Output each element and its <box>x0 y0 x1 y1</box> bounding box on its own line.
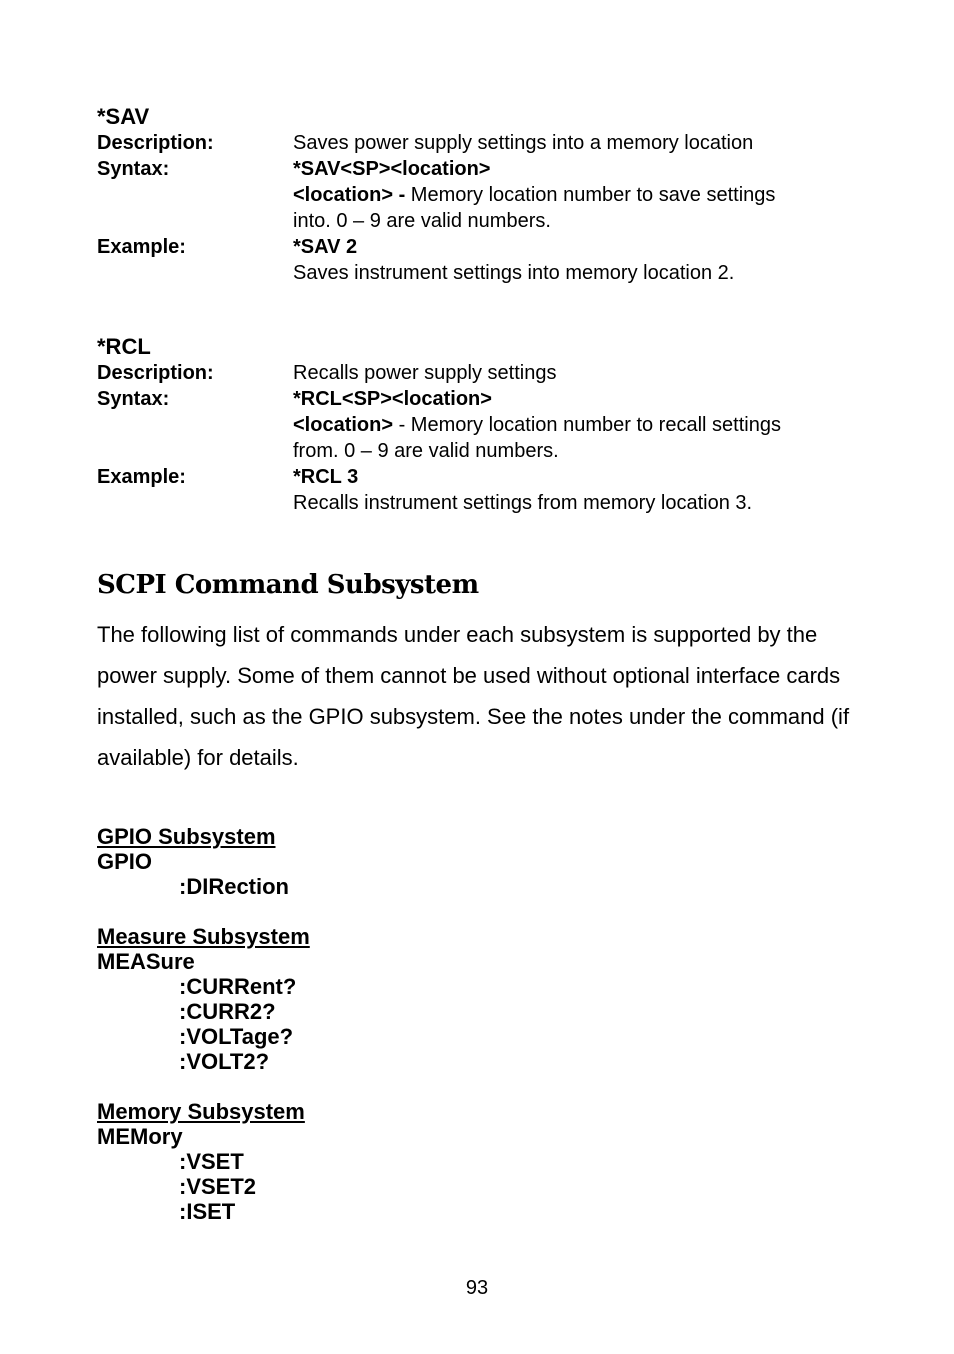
command-title: *RCL <box>97 334 151 359</box>
example-row <box>97 234 867 260</box>
syntax-row <box>97 386 867 412</box>
description-row <box>97 360 867 386</box>
subsystem-subcommand: :VSET2 <box>179 1174 257 1199</box>
command-sav <box>97 104 867 286</box>
description-label: Description: <box>97 132 214 154</box>
syntax-label: Syntax: <box>97 388 170 410</box>
example-row <box>97 464 867 490</box>
subsystem-title: Memory Subsystem <box>97 1099 305 1124</box>
parameter-row-cont <box>97 438 867 464</box>
subsystem-subcommand: :CURR2? <box>179 999 276 1024</box>
subsystem-subcommand: :VOLT2? <box>179 1049 270 1074</box>
command-rcl <box>97 334 867 516</box>
description-text: Saves power supply settings into a memory location <box>293 132 754 154</box>
parameter-row <box>97 182 867 208</box>
example-desc: Saves instrument settings into memory location 2. <box>293 262 735 284</box>
example-desc-row <box>97 490 867 516</box>
parameter-desc: Memory location number to save settings <box>405 184 776 206</box>
example-desc-row <box>97 260 867 286</box>
example-label: Example: <box>97 466 186 488</box>
section-heading: SCPI Command Subsystem <box>97 570 479 600</box>
parameter-name: <location> <box>293 414 394 436</box>
example-label: Example: <box>97 236 186 258</box>
syntax-row <box>97 156 867 182</box>
parameter-text <box>293 182 867 208</box>
subsystem-block <box>97 1099 867 1224</box>
parameter-desc: - Memory location number to recall settings <box>393 414 781 436</box>
description-label: Description: <box>97 362 214 384</box>
section-intro: The following list of commands under each subsystem is supported by the power supply. Some of them cannot be used without optional interface cards installed, such as the GPIO subsystem. See the notes under the command (if available) for details. <box>97 622 850 770</box>
parameter-desc-cont: into. 0 – 9 are valid numbers. <box>293 210 551 232</box>
description-text: Recalls power supply settings <box>293 362 557 384</box>
parameter-desc-cont: from. 0 – 9 are valid numbers. <box>293 440 559 462</box>
subsystem-subcommand: :DIRection <box>179 874 289 899</box>
subsystem-list <box>97 824 867 1224</box>
parameter-row-cont <box>97 208 867 234</box>
page-number: 93 <box>465 1277 489 1299</box>
subsystem-title: GPIO Subsystem <box>97 824 276 849</box>
syntax-text: *SAV<SP><location> <box>293 158 491 180</box>
subsystem-block <box>97 824 867 899</box>
syntax-label: Syntax: <box>97 158 170 180</box>
page-content <box>97 104 867 1224</box>
subsystem-subcommand: :VSET <box>179 1149 244 1174</box>
subsystem-block <box>97 924 867 1074</box>
example-command: *RCL 3 <box>293 466 359 488</box>
subsystem-root-command: MEMory <box>97 1124 183 1149</box>
description-row <box>97 130 867 156</box>
subsystem-root-command: GPIO <box>97 849 153 874</box>
parameter-text <box>293 412 867 438</box>
subsystem-title: Measure Subsystem <box>97 924 310 949</box>
example-desc: Recalls instrument settings from memory location 3. <box>293 492 753 514</box>
syntax-text: *RCL<SP><location> <box>293 388 492 410</box>
example-command: *SAV 2 <box>293 236 358 258</box>
command-title: *SAV <box>97 104 150 129</box>
parameter-name: <location> - <box>293 184 406 206</box>
subsystem-subcommand: :ISET <box>179 1199 236 1224</box>
subsystem-subcommand: :VOLTage? <box>179 1024 294 1049</box>
subsystem-root-command: MEASure <box>97 949 195 974</box>
subsystem-subcommand: :CURRent? <box>179 974 297 999</box>
parameter-row <box>97 412 867 438</box>
